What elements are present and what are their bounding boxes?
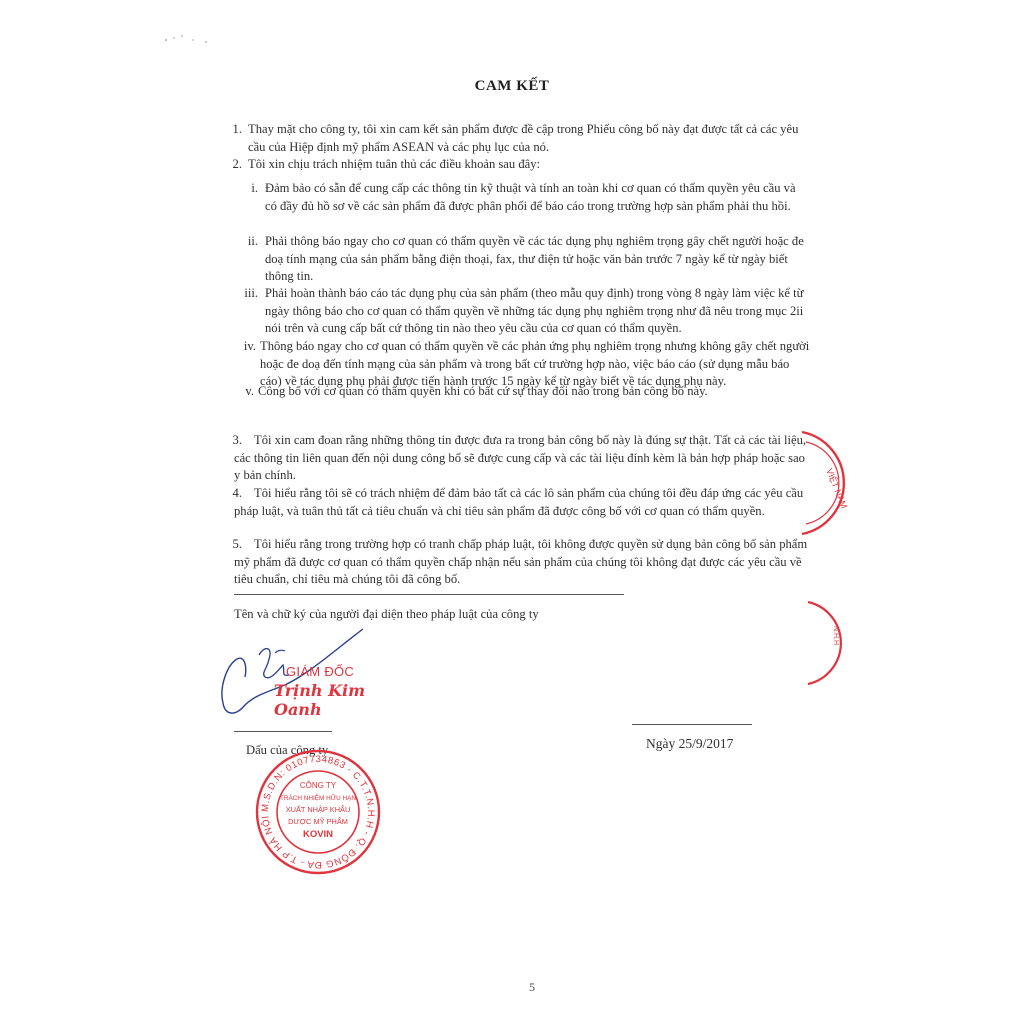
- seal-line: XUẤT NHẬP KHẨU: [285, 805, 351, 814]
- edge-seal-text: N.H.H: [832, 626, 839, 646]
- seal-line: DƯỢC MỸ PHẨM: [288, 817, 348, 826]
- subitem-number: ii.: [247, 234, 258, 248]
- director-stamp: [274, 664, 416, 719]
- subitem-text: Công bố với cơ quan có thẩm quyền khi có bất cứ sự thay đổi nào trong bản công bố này.: [258, 384, 708, 398]
- edge-seal-bottom: [804, 598, 854, 688]
- item-number: 1.: [232, 122, 242, 136]
- scan-specks: [160, 28, 220, 48]
- seal-ring-text: M.S.D.N: 0107734863 - C.T.T.N.H.H - Q. ĐỐNG ĐA - T.P HÀ NỘI: [259, 753, 377, 871]
- item-number: 2.: [232, 157, 242, 171]
- subitem-text: Đảm bảo có sẵn để cung cấp các thông tin kỹ thuật và tính an toàn khi cơ quan có thẩm quyền yêu cầu và có đầy đủ hồ sơ về các sản phẩm đã được phân phối để báo cáo trong trường hợp sản phẩm phải thu hồi.: [265, 181, 796, 213]
- subitem-number: iv.: [243, 339, 256, 353]
- subitem-number: iii.: [244, 286, 258, 300]
- date-text: Ngày 25/9/2017: [646, 736, 734, 751]
- date-rule: [632, 724, 752, 725]
- seal-line: CÔNG TY: [299, 781, 337, 790]
- item-number: 5.: [232, 537, 242, 551]
- subitem-text: Phải thông báo ngay cho cơ quan có thẩm quyền về các tác dụng phụ nghiêm trọng gây chết người hoặc đe doạ tính mạng của sản phẩm bằng điện thoại, fax, thư điện tử hoặc văn bản trước 7 ngày kể từ ngày biết thông tin.: [265, 234, 804, 283]
- subitem-number: i.: [251, 181, 258, 195]
- page-number: 5: [529, 980, 535, 994]
- subitem-text: Phải hoàn thành báo cáo tác dụng phụ của sản phẩm (theo mẫu quy định) trong vòng 8 ngày làm việc kể từ ngày thông báo cho cơ quan có thẩm quyền về những tác dụng phụ nghiêm trọng như đã nêu trong mục 2ii nói trên và cung cấp bất cứ thông tin nào theo yêu cầu của cơ quan có thẩm quyền.: [265, 286, 804, 335]
- edge-seal-top: [796, 428, 856, 538]
- stamp-rule: [234, 731, 332, 732]
- item-text: Tôi xin cam đoan rằng những thông tin được đưa ra trong bản công bố này là đúng sự thật. Tất cả các tài liệu, các thông tin liên quan đến nội dung công bố sẽ được cung cấp và các tài liệu đính kèm là bản hợp pháp hoặc sao y bản chính.: [234, 433, 807, 482]
- item-text: Tôi xin chịu trách nhiệm tuân thủ các điều khoản sau đây:: [248, 157, 541, 171]
- stamp-label: Dấu của công ty: [246, 743, 329, 757]
- document-title: CAM KẾT: [474, 78, 550, 94]
- signature-label: Tên và chữ ký của người đại diện theo pháp luật của công ty: [234, 607, 539, 621]
- seal-line: TRÁCH NHIỆM HỮU HẠN: [279, 795, 357, 802]
- item-number: 4.: [232, 486, 242, 500]
- seal-line: KOVIN: [302, 829, 334, 840]
- item-text: Tôi hiểu rằng tôi sẽ có trách nhiệm để đảm bảo tất cả các lô sản phẩm của chúng tôi đều đáp ứng các yêu cầu pháp luật, và tuân thủ tất cả tiêu chuẩn và chỉ tiêu sản phẩm đã được công bố với cơ quan có thẩm quyền.: [234, 486, 804, 518]
- director-title: GIÁM ĐỐC: [286, 664, 355, 679]
- edge-seal-text: VIỆT NAM: [824, 467, 850, 511]
- item-text: Tôi hiểu rằng trong trường hợp có tranh chấp pháp luật, tôi không được quyền sử dụng bản công bố sản phẩm mỹ phẩm đã được cơ quan có thẩm quyền chấp nhận nếu sản phẩm của chúng tôi không đạt được các yêu cầu về tiêu chuẩn, chỉ tiêu mà chúng tôi đã công bố.: [234, 537, 808, 586]
- subitem-number: v.: [245, 384, 254, 398]
- item-number: 3.: [232, 433, 242, 447]
- director-name: Trịnh Kim Oanh: [274, 681, 365, 719]
- subitem-text: Thông báo ngay cho cơ quan có thẩm quyền về các phản ứng phụ nghiêm trọng nhưng không gây chết người hoặc đe doạ đến tính mạng của sản phẩm và trong bất cứ trường hợp nào, việc báo cáo (sử dụng mẫu báo cáo) về tác dụng phụ phải được tiến hành trước 15 ngày kể từ ngày biết về tác dụng phụ này.: [260, 339, 810, 388]
- item-text: Thay mặt cho công ty, tôi xin cam kết sản phẩm được đề cập trong Phiếu công bố này đạt được tất cả các yêu cầu của Hiệp định mỹ phẩm ASEAN và các phụ lục của nó.: [248, 122, 799, 154]
- signature-rule: [234, 594, 624, 595]
- company-seal: [254, 748, 382, 876]
